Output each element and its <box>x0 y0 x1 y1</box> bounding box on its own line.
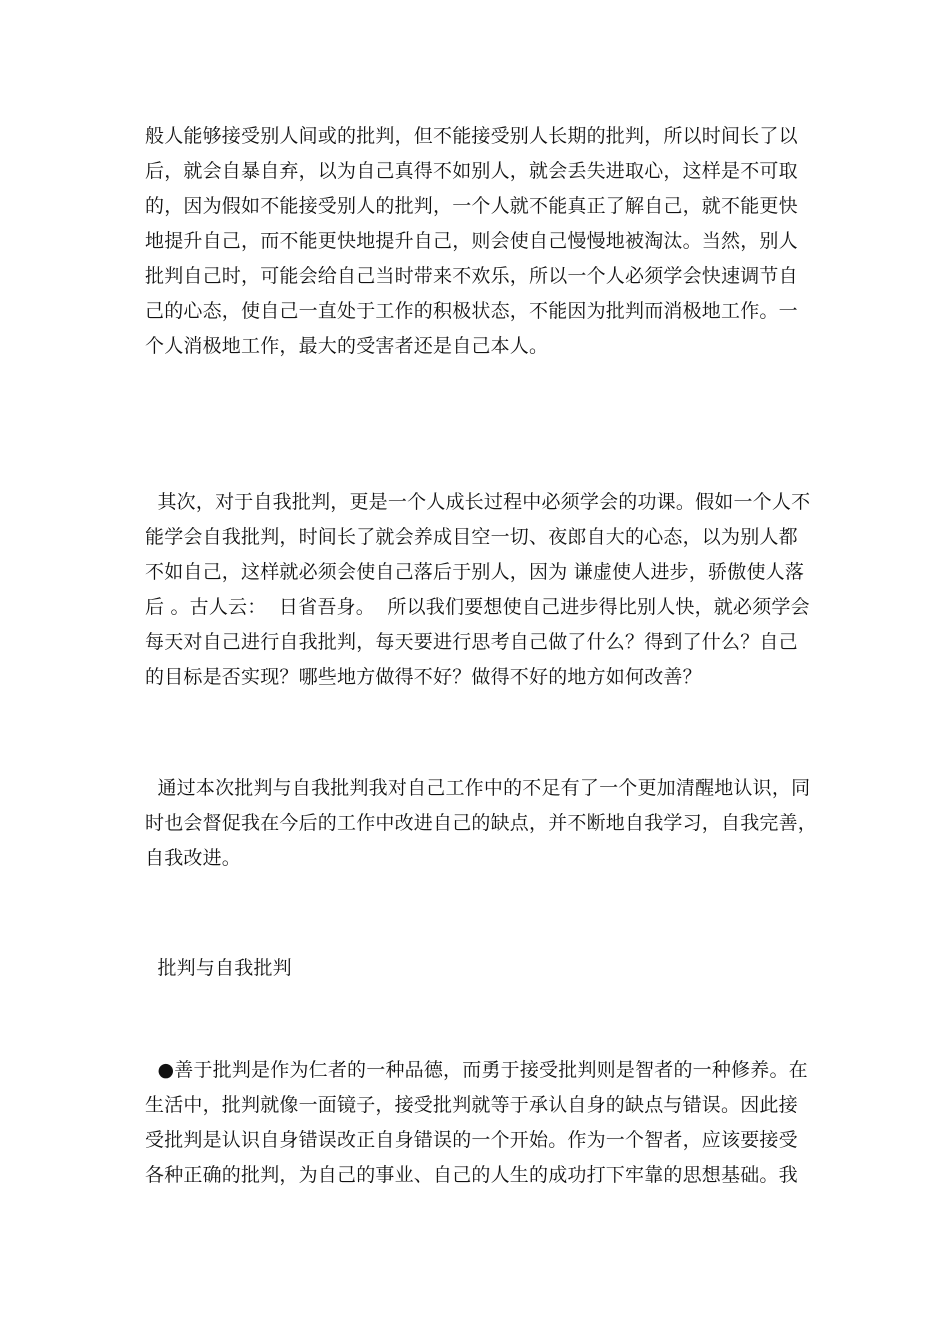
text-line: 每天对自己进行自我批判，每天要进行思考自己做了什么？得到了什么？自己 <box>145 631 798 653</box>
text-line: 自我改进。 <box>145 847 242 869</box>
paragraph-self-criticism <box>145 485 813 695</box>
text-line: 般人能够接受别人间或的批判，但不能接受别人长期的批判，所以时间长了以 <box>145 125 798 147</box>
text-line: 个人消极地工作，最大的受害者还是自己本人。 <box>145 335 549 357</box>
text-line: 通过本次批判与自我批判我对自己工作中的不足有了一个更加清醒地认识，同 <box>145 777 811 799</box>
text-line: 地提升自己，而不能更快地提升自己，则会使自己慢慢地被淘汰。当然，别人 <box>145 230 798 252</box>
text-line: 受批判是认识自身错误改正自身错误的一个开始。作为一个智者，应该要接受 <box>145 1129 798 1151</box>
text-line: ●善于批判是作为仁者的一种品德，而勇于接受批判则是智者的一种修养。在 <box>145 1059 808 1081</box>
heading-text: 批判与自我批判 <box>145 957 292 979</box>
paragraph-wise-person <box>145 1053 813 1193</box>
text-line: 后 。古人云： 日省吾身。 所以我们要想使自己进步得比别人快，就必须学会 <box>145 596 810 618</box>
paragraph-conclusion <box>145 771 818 876</box>
text-line: 的目标是否实现？哪些地方做得不好？做得不好的地方如何改善？ <box>145 666 702 688</box>
text-line: 不如自己，这样就必须会使自己落后于别人，因为 谦虚使人进步，骄傲使人落 <box>145 561 805 583</box>
text-line: 己的心态，使自己一直处于工作的积极状态，不能因为批判而消极地工作。一 <box>145 300 798 322</box>
text-line: 的，因为假如不能接受别人的批判，一个人就不能真正了解自己，就不能更快 <box>145 195 798 217</box>
text-line: 批判自己时，可能会给自己当时带来不欢乐，所以一个人必须学会快速调节自 <box>145 265 798 287</box>
text-line: 能学会自我批判，时间长了就会养成目空一切、夜郎自大的心态，以为别人都 <box>145 526 798 548</box>
section-heading <box>145 951 813 986</box>
text-line: 其次，对于自我批判，更是一个人成长过程中必须学会的功课。假如一个人不 <box>145 491 811 513</box>
text-line: 各种正确的批判，为自己的事业、自己的人生的成功打下牢靠的思想基础。我 <box>145 1164 798 1186</box>
text-line: 时也会督促我在今后的工作中改进自己的缺点，并不断地自我学习，自我完善， <box>145 812 818 834</box>
text-line: 后，就会自暴自弃，以为自己真得不如别人，就会丢失进取心，这样是不可取 <box>145 160 798 182</box>
paragraph-criticism-acceptance <box>145 119 813 364</box>
text-line: 生活中，批判就像一面镜子，接受批判就等于承认自身的缺点与错误。因此接 <box>145 1094 798 1116</box>
